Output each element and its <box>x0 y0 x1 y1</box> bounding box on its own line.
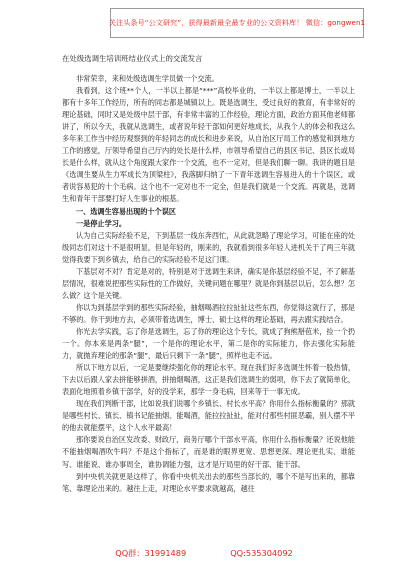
section-heading: 一、选调生容易出现的十个误区 <box>76 206 176 216</box>
promo-banner-text: 关注头条号“公文研究”，获得最新最全最专业的公文资料库！ 微信：gongwen1 <box>108 18 366 27</box>
promo-banner <box>110 8 364 38</box>
document-title: 在处级选调生培训班结业仪式上的交流发言 <box>62 54 203 63</box>
body-paragraph: 你以为到基层学到的那些实际经验，抽烟喝酒拉拉扯扯这些东西，你觉得这就行了，那是不够的。你干到地方去，必须带着选调生，博士、硕士这样的理论基础，再去跟实践结合。 <box>62 302 355 324</box>
footer-qq-group-label: QQ群： <box>115 548 145 558</box>
body-paragraph: 我看到，这个班**个人，一半以上都是“***”高校毕业的，一半以上都是博士，一半以上都有十多年工作经历，所有的同志都是城镇以上。既是选调生，受过良好的教育，有非常好的理论基础，同时又是处级中层干部，有非常丰富的工作经验，理论方面，政治方面其他老师都讲了，所以今天，我就从选调生，或者说年轻干部如何更好地成长，从我个人的体会和我这么多年来工作当中经历观察到的年轻同志的成长和进步来说，从自治区厅局工作的感觉和到地方工作的感觉，厅领导希望自己厅内的处长是什么样，市领导希望自己的县区书记、县区长或局长是什么样，就从这个角度跟大家作一个交流，也不一定对，但是我们聊一聊。我讲的题目是《选调生要从生力军成长为顶梁柱》，我落脚归纳了一下青年选调生容易进入的十个误区，或者说容易犯的十个毛病。这个也不一定对也不一定全，但是我们就是一个交流。再就是，选调生和青年干部要打好人生事业的根基。 <box>62 86 355 204</box>
body-paragraph: 现在我们判断干部，比如说我们说哪个乡镇长、村长水平高？你用什么指标衡量的？那就是哪些村长、镇长、镇书记能抽烟、能喝酒，能拉拉扯扯，能对付那些村匪恶霸，别人摆不平的他去就能摆平，这个人水平最高！ <box>62 399 355 433</box>
footer-qq-label: QQ: <box>230 548 246 558</box>
body-paragraph: 认为自己实际经验不足，下到基层一线东奔西忙，从此就忽略了理论学习，可能在座的处级同志们对这十不是很明显，但是年轻的，刚来的，我就看到很多年轻人进机关于了两三年就觉得我要下到乡镇去，给自己的实际经验不足这门课。 <box>62 230 355 264</box>
body-paragraph: 下基层对不对？肯定是对的，特别是对于选调生来讲，确实是你基层经验不足，不了解基层情况，很难说把那些实际性的工作做好，关键问题在哪里？就是你到基层以后，怎么想？怎么做？这个是关键。 <box>62 266 355 300</box>
body-paragraph: 非常荣幸，来和处级选调生学员做一个交流。 <box>76 74 219 83</box>
document-body <box>62 73 355 495</box>
section-heading: 一是停止学习。 <box>76 218 126 228</box>
body-paragraph: 到中央机关就更是这样了，你看中央机关出去的那些当部长的，哪个不是写出来的，都靠笔、靠理论出来的。越往上走，对理论水平要求就越高，越往 <box>62 471 355 493</box>
footer-qq-group <box>115 548 186 559</box>
footer <box>0 548 408 559</box>
body-paragraph: 那你要说自治区发改委、财政厅，商务厅哪个干部水平高，你用什么指标衡量？还说他能不能抽烟喝酒吹牛吗？不是这个指标了，而是谁的眼界更宽、思想更深、理论更扎实、谁能写、谁能说、谁办事周全，谁协调能力强，这才是厅局里的好干部、能干部。 <box>62 435 355 469</box>
footer-qq-number: 535304092 <box>245 548 293 558</box>
body-paragraph: 你光去学实践，忘了你是选调生，忘了你的理论这个专长，就成了狗熊掰苞米，捡一个扔一个。你本来是两条“腿”，一个是你的理论水平，第二是你的实际能力，你去强化实际能力，就抛弃理论的那条“腿”，最后只剩下一条“腿”，照样也走不远。 <box>62 326 355 361</box>
body-paragraph: 所以下地方以后，一定是要继续强化你的理论水平。现在我们好多选调生怀着一股热情，下去以后跟人家去拼能够拼酒，拼抽烟喝酒，这正是我们选调生的弱项，你下去了就简单化，表面化地照着乡镇干部学，好的没学来，那学一身毛病，回来等于一事无成。 <box>62 363 355 397</box>
footer-qq-group-number: 31991489 <box>144 548 187 558</box>
footer-qq <box>230 548 293 559</box>
